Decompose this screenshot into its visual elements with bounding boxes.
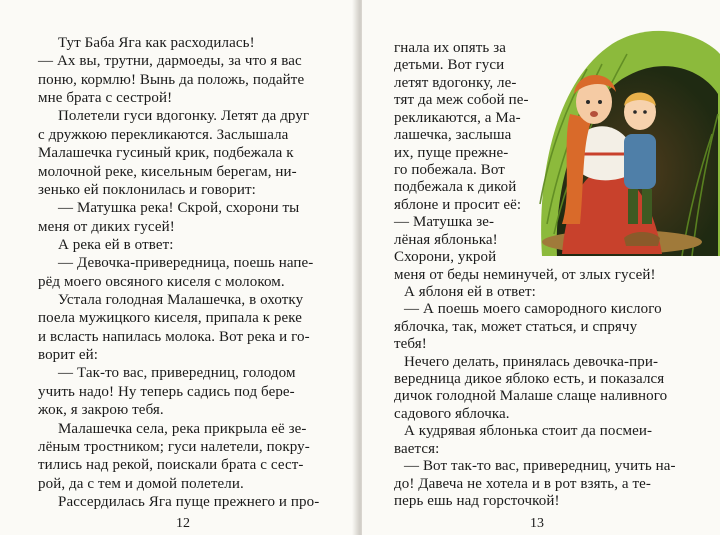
- text-line: и всласть напилась молока. Вот река и го-: [38, 328, 310, 345]
- text-line: детьми. Вот гуси: [394, 57, 505, 74]
- text-line: яблоне и просит её:: [394, 196, 522, 213]
- right-page: [362, 0, 720, 535]
- text-line: меня от беды неминучей, от злых гусей!: [394, 266, 656, 283]
- text-line: го побежала. Вот: [394, 161, 505, 178]
- text-line: А кудрявая яблонька стоит да посмеи-: [404, 423, 653, 440]
- text-line: — Матушка река! Скрой, схорони ты: [58, 200, 300, 217]
- text-line: яблочка, так, может статься, и спрячу: [394, 318, 638, 335]
- text-line: — А поешь моего самородного кислого: [404, 301, 662, 318]
- text-line: поела мужицкого киселя, припала к реке: [38, 310, 303, 327]
- text-line: рой, да с тем и домой полетели.: [38, 475, 244, 492]
- text-line: молочной реке, кисельным берегам, ни-: [38, 163, 297, 180]
- text-line: — Матушка зе-: [394, 214, 495, 231]
- text-line: гнала их опять за: [394, 40, 506, 56]
- text-line: рёд моего овсяного киселя с молоком.: [38, 273, 285, 290]
- text-line: ворит ей:: [38, 347, 99, 364]
- text-line: лашечка, заслыша: [394, 127, 512, 144]
- text-line: лёным тростником; гуси налетели, покру-: [38, 438, 310, 455]
- text-line: поню, кормлю! Вынь да положь, подайте: [38, 71, 305, 88]
- text-line: учить надо! Ну теперь садись под бере-: [38, 383, 295, 400]
- text-line: Малашечка села, река прикрыла её зе-: [58, 420, 307, 437]
- text-line: меня от диких гусей!: [38, 218, 175, 235]
- text-line: Рассердилась Яга пуще прежнего и про-: [58, 494, 320, 510]
- text-line: Нечего делать, принялась девочка-при-: [404, 353, 659, 370]
- text-line: вередница дикое яблоко есть, и показался: [394, 371, 665, 388]
- text-line: тят да меж собой пе-: [394, 92, 529, 109]
- text-line: — Ах вы, трутни, дармоеды, за что я вас: [38, 53, 302, 70]
- text-line: дичок голодной Малаше слаще наливного: [394, 388, 668, 405]
- text-line: Малашечка гусиный крик, подбежала к: [38, 145, 294, 162]
- text-line: мне брата с сестрой!: [38, 90, 173, 107]
- text-line: Устала голодная Малашечка, в охотку: [58, 292, 304, 309]
- text-line: лёная яблонька!: [394, 231, 498, 248]
- text-line: с дружкою перекликаются. Заслышала: [38, 126, 289, 143]
- text-line: рекликаются, а Ма-: [394, 109, 521, 126]
- text-line: Схорони, укрой: [394, 249, 497, 266]
- text-line: А река ей в ответ:: [58, 236, 174, 253]
- text-line: Тут Баба Яга как расходилась!: [58, 35, 255, 51]
- story-illustration: [532, 24, 720, 256]
- text-line: до! Давеча не хотела и в рот взять, а те-: [394, 475, 652, 492]
- text-line: зенько ей поклонилась и говорит:: [38, 181, 256, 198]
- text-line: тились над рекой, поискали брата с сест-: [38, 457, 304, 474]
- text-line: подбежала к дикой: [394, 179, 517, 196]
- text-line: садового яблочка.: [394, 405, 510, 422]
- page-number-left: 12: [176, 516, 190, 531]
- text-line: вается:: [394, 440, 440, 457]
- text-line: жок, я закрою тебя.: [38, 402, 164, 419]
- page-number-right: 13: [530, 516, 544, 531]
- text-line: перь ешь над горсточкой!: [394, 493, 560, 509]
- text-line: тебя!: [394, 336, 427, 353]
- left-page: [0, 0, 358, 535]
- text-line: — Девочка-привередница, поешь напе-: [58, 255, 314, 272]
- text-line: — Так-то вас, привередниц, голодом: [58, 365, 296, 382]
- text-line: Полетели гуси вдогонку. Летят да друг: [58, 108, 310, 125]
- text-line: летят вдогонку, ле-: [394, 74, 517, 91]
- text-line: А яблоня ей в ответ:: [404, 283, 536, 300]
- text-line: — Вот так-то вас, привередниц, учить на-: [404, 458, 676, 475]
- text-line: их, пуще прежне-: [394, 144, 509, 161]
